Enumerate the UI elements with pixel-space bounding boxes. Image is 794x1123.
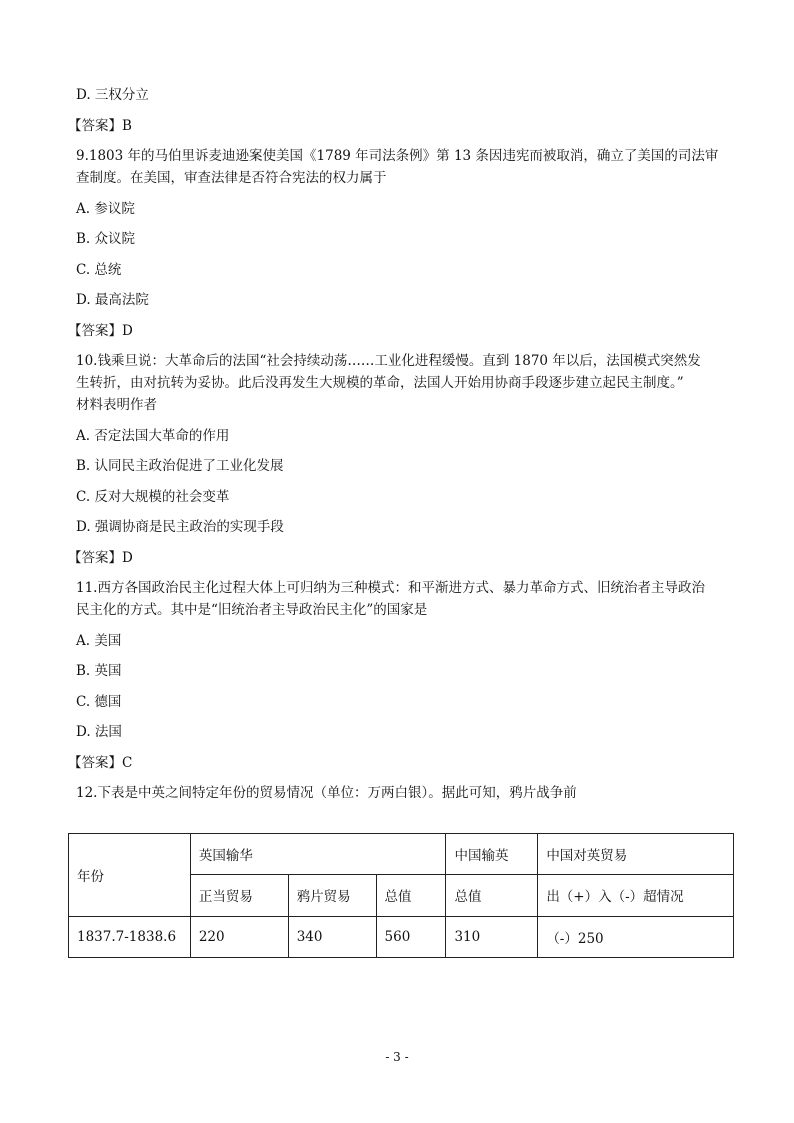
subheader-cn-total: 总值 (446, 875, 538, 917)
subheader-legal-trade: 正当贸易 (190, 875, 288, 917)
q11-option-b: B. 英国 (76, 663, 122, 679)
cell-opium-trade: 340 (288, 916, 376, 957)
q8-option-d: D. 三权分立 (76, 87, 149, 103)
cell-legal-trade: 220 (190, 916, 288, 957)
q9-answer: 【答案】D (68, 322, 133, 339)
q10-stem (76, 350, 736, 416)
q11-option-d: D. 法国 (76, 724, 122, 740)
header-year: 年份 (69, 833, 191, 916)
q9-option-d: D. 最高法院 (76, 292, 149, 308)
q10-stem-line-2: 生转折，由对抗转为妥协。此后没再发生大规模的革命，法国人开始用协商手段逐步建立起民主制度。” (76, 375, 684, 391)
q9-option-b: B. 众议院 (76, 231, 136, 247)
q11-option-a: A. 美国 (76, 632, 122, 649)
q10-option-a: A. 否定法国大革命的作用 (76, 427, 230, 444)
q10-option-b: B. 认同民主政治促进了工业化发展 (76, 458, 284, 474)
trade-table (68, 833, 734, 958)
q9-stem-line-1: 9.1803 年的马伯里诉麦迪逊案使美国《1789 年司法条例》第 13 条因违宪而被取消，确立了美国的司法审 (76, 148, 719, 164)
q9-stem (76, 145, 736, 189)
q11-answer: 【答案】C (68, 754, 133, 771)
table-row (69, 916, 734, 957)
document-page (68, 84, 736, 958)
q11-stem-line-1: 11.西方各国政治民主化过程大体上可归纳为三种模式：和平渐进方式、暴力革命方式、旧统治者主导政治 (76, 580, 705, 596)
q10-stem-line-1: 10.钱乘旦说：大革命后的法国“社会持续动荡……工业化进程缓慢。直到 1870 年以后，法国模式突然发 (76, 353, 701, 369)
q11-stem (76, 577, 736, 621)
q10-option-c: C. 反对大规模的社会变革 (76, 488, 230, 505)
q10-answer: 【答案】D (68, 549, 133, 566)
header-cn-export: 中国输英 (446, 833, 538, 875)
q12-stem: 12.下表是中英之间特定年份的贸易情况（单位：万两白银）。据此可知，鸦片战争前 (76, 785, 577, 801)
q9-stem-line-2: 查制度。在美国，审查法律是否符合宪法的权力属于 (76, 170, 387, 186)
header-uk-export: 英国输华 (190, 833, 446, 875)
cell-year: 1837.7-1838.6 (69, 916, 191, 957)
subheader-total: 总值 (376, 875, 446, 917)
header-balance: 中国对英贸易 (538, 833, 734, 875)
subheader-balance: 出（+）入（-）超情况 (538, 875, 734, 917)
subheader-opium-trade: 鸦片贸易 (288, 875, 376, 917)
q10-option-d: D. 强调协商是民主政治的实现手段 (76, 519, 284, 535)
page-number: - 3 - (385, 1050, 409, 1064)
cell-total: 560 (376, 916, 446, 957)
q11-option-c: C. 德国 (76, 693, 122, 710)
cell-cn-total: 310 (446, 916, 538, 957)
q8-answer: 【答案】B (68, 117, 132, 134)
q9-option-a: A. 参议院 (76, 200, 135, 217)
q11-stem-line-2: 民主化的方式。其中是“旧统治者主导政治民主化”的国家是 (76, 602, 428, 618)
q10-stem-line-3: 材料表明作者 (76, 397, 157, 413)
table-header-row (69, 833, 734, 875)
cell-balance: （-）250 (538, 916, 734, 957)
q9-option-c: C. 总统 (76, 261, 122, 278)
